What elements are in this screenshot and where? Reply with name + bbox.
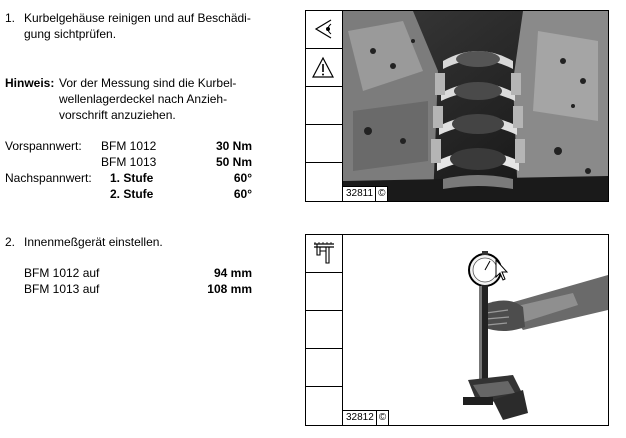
warning-icon	[306, 49, 342, 87]
figure-sidebar-cell	[306, 87, 342, 125]
figure-sidebar-cell	[306, 349, 342, 387]
step-1-line-1: Kurbelgehäuse reinigen und auf Beschädi-	[24, 11, 251, 25]
bore-gauge-photo	[343, 235, 608, 425]
stage-angle: 60°	[233, 187, 252, 201]
step-1-number: 1.	[5, 11, 16, 25]
torque-value: 50 Nm	[215, 155, 252, 169]
copyright-icon: ©	[375, 187, 385, 201]
figure-sidebar	[306, 235, 343, 425]
figure-sidebar-cell	[306, 311, 342, 349]
figure-number-text: 32811	[346, 188, 374, 199]
step-1-line-2: gung sichtprüfen.	[24, 27, 117, 41]
torque-model: BFM 1012	[101, 139, 157, 153]
figure-number-text: 32812	[346, 412, 374, 423]
caliper-icon	[306, 235, 342, 273]
final-torque-label: Nachspannwert:	[5, 171, 92, 185]
gauge-setting-value: 108 mm	[207, 282, 252, 296]
stage-angle: 60°	[233, 171, 252, 185]
gauge-setting-label: BFM 1012 auf	[24, 266, 100, 280]
torque-model: BFM 1013	[101, 155, 157, 169]
figure-crankcase	[305, 10, 609, 202]
stage-label: 1. Stufe	[110, 171, 154, 185]
stage-label: 2. Stufe	[110, 187, 154, 201]
figure-number	[343, 410, 389, 425]
figure-sidebar	[306, 11, 343, 201]
eye-icon	[306, 11, 342, 49]
figure-sidebar-cell	[306, 273, 342, 311]
preload-label: Vorspannwert:	[5, 139, 82, 153]
torque-value: 30 Nm	[215, 139, 252, 153]
note-line-1: Vor der Messung sind die Kurbel-	[59, 76, 237, 90]
note-line-2: wellenlagerdeckel nach Anzieh-	[59, 92, 228, 106]
figure-bore-gauge	[305, 234, 609, 426]
copyright-icon: ©	[376, 411, 386, 425]
note-label: Hinweis:	[5, 76, 55, 90]
crankcase-photo	[343, 11, 608, 201]
figure-sidebar-cell	[306, 125, 342, 163]
step-2-number: 2.	[5, 235, 16, 249]
step-2-text: Innenmeßgerät einstellen.	[24, 235, 163, 249]
gauge-setting-label: BFM 1013 auf	[24, 282, 100, 296]
figure-number	[343, 186, 388, 201]
gauge-setting-value: 94 mm	[213, 266, 252, 280]
note-line-3: vorschrift anzuziehen.	[59, 108, 176, 122]
